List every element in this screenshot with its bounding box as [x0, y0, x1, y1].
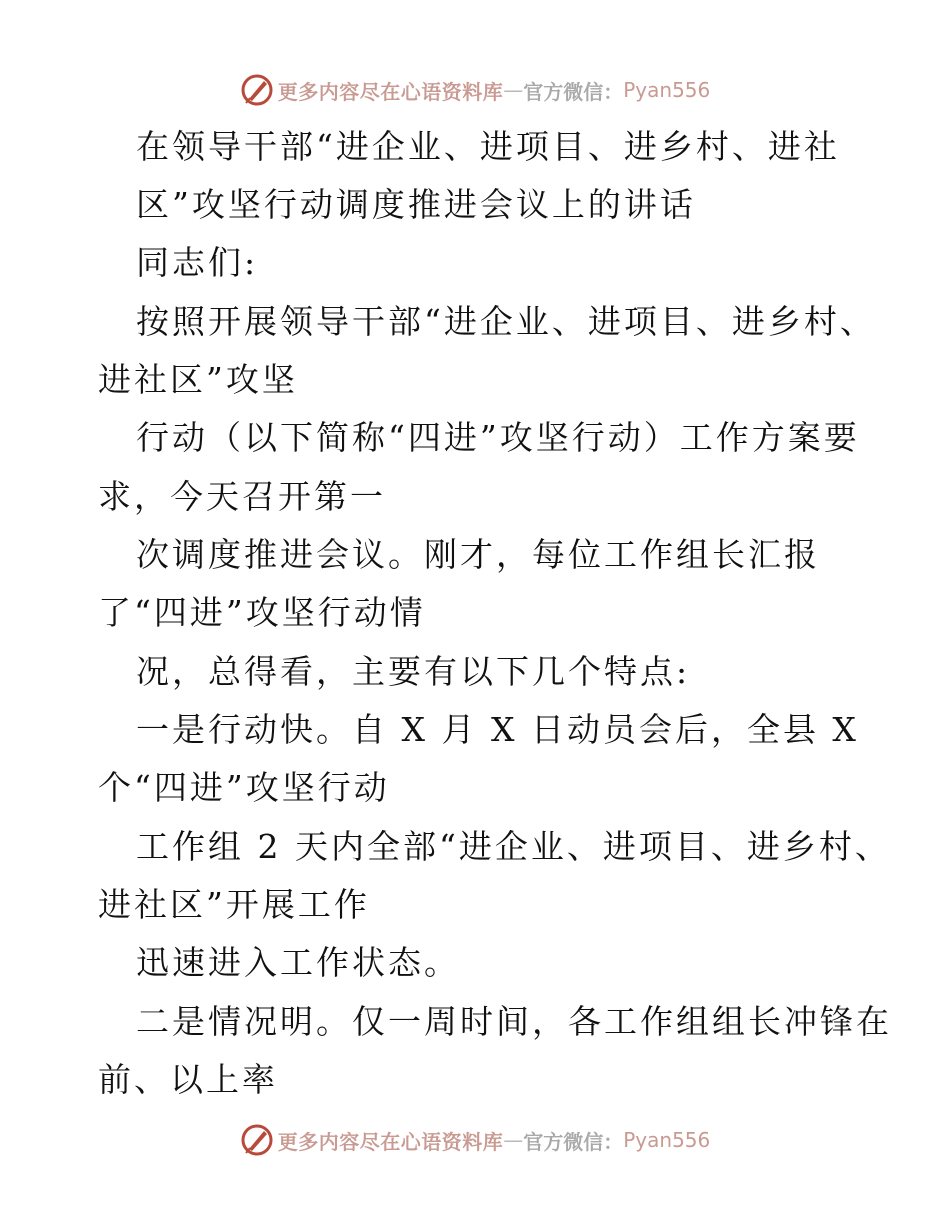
footer-banner [0, 1120, 950, 1160]
paragraph-line: 进社区”攻坚 [98, 360, 298, 399]
banner-separator: — [503, 78, 524, 102]
paragraph-line: 迅速进入工作状态。 [136, 943, 460, 982]
wechat-id: Pyan556 [623, 78, 711, 102]
paragraph-line: 次调度推进会议。刚才，每位工作组长汇报 [136, 535, 820, 574]
paragraph-line: 前、以上率 [98, 1060, 278, 1099]
wechat-id: Pyan556 [623, 1128, 711, 1152]
paragraph-line: 进社区”开展工作 [98, 885, 370, 924]
paragraph-line: 工作组 2 天内全部“进企业、进项目、进乡村、 [136, 827, 891, 866]
paragraph-line: 行动（以下简称“四进”攻坚行动）工作方案要 [136, 418, 860, 457]
promo-text: 更多内容尽在心语资料库 [277, 1129, 504, 1154]
paragraph-line: 按照开展领导干部“进企业、进项目、进乡村、 [136, 302, 876, 341]
quill-logo-icon [240, 73, 274, 107]
title-line-2: 区”攻坚行动调度推进会议上的讲话 [136, 185, 696, 224]
title-line-1: 在领导干部“进企业、进项目、进乡村、进社 [136, 127, 840, 166]
paragraph-line: 求，今天召开第一 [98, 477, 386, 516]
paragraph-line: 个“四进”攻坚行动 [98, 768, 390, 807]
wechat-label: 官方微信： [523, 1129, 624, 1154]
promo-text: 更多内容尽在心语资料库 [277, 79, 504, 104]
wechat-label: 官方微信： [523, 79, 624, 104]
header-banner [0, 70, 950, 110]
paragraph-line: 一是行动快。自 X 月 X 日动员会后，全县 X [136, 710, 859, 749]
paragraph-line: 了“四进”攻坚行动情 [98, 593, 426, 632]
salutation: 同志们: [136, 243, 259, 282]
paragraph-line: 二是情况明。仅一周时间，各工作组组长冲锋在 [136, 1002, 892, 1041]
paragraph-line: 况，总得看，主要有以下几个特点: [136, 652, 691, 691]
banner-separator: — [503, 1128, 524, 1152]
quill-logo-icon [240, 1123, 274, 1157]
